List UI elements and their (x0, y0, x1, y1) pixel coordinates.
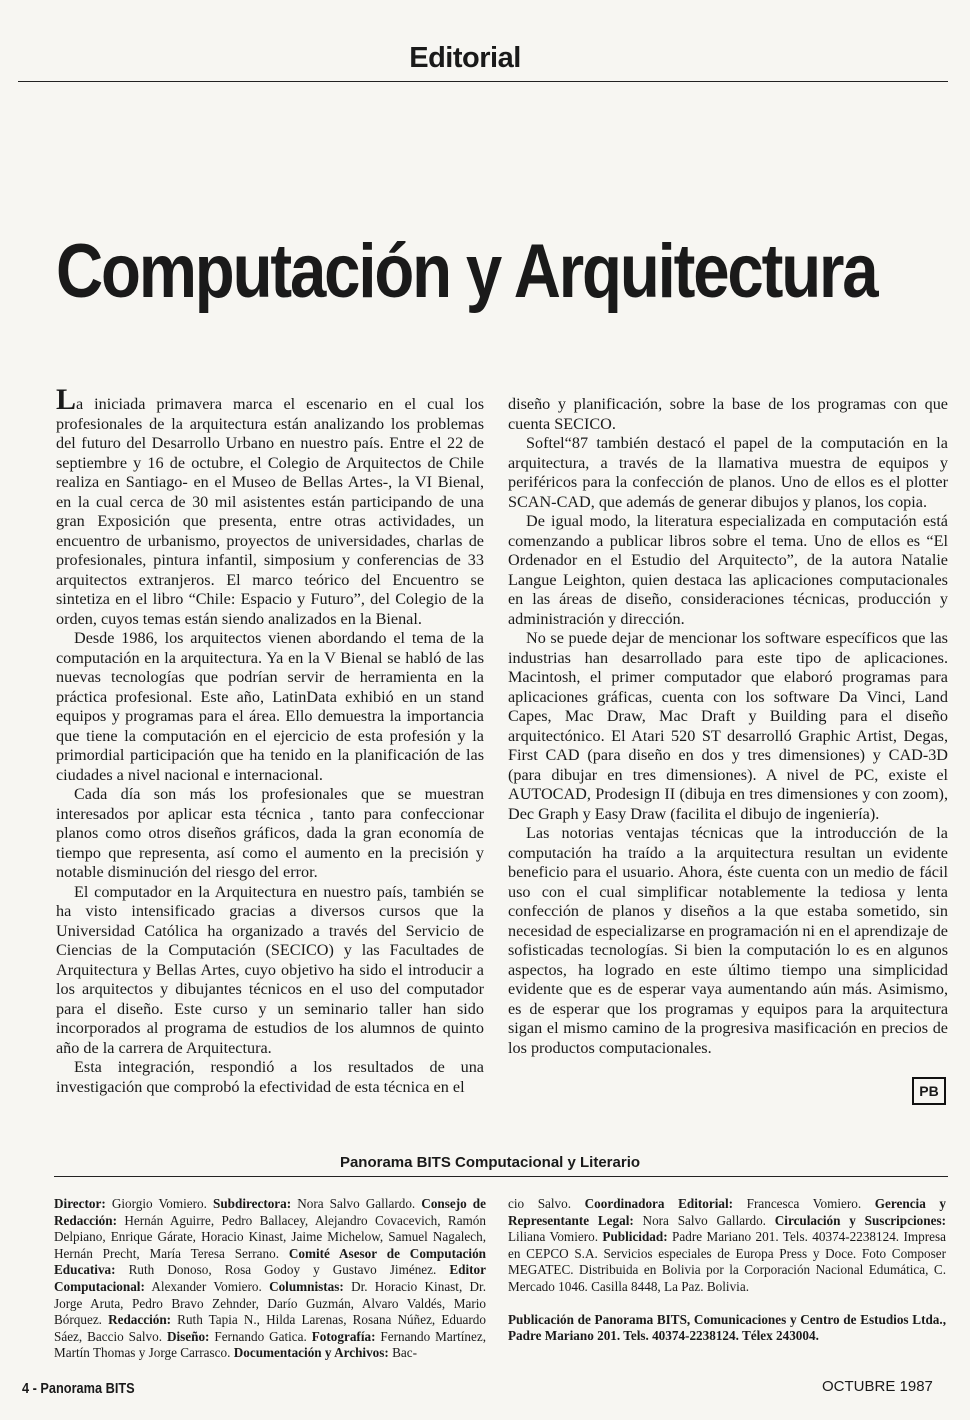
credit-entry: Columnistas: Dr. Horacio Kinast, Dr. Jorge Aruta, Pedro Bravo Zehnder, Darío Guzmán, Alvaro Valdés, Mario Bórquez. (54, 1278, 486, 1328)
issue-date: OCTUBRE 1987 (822, 1378, 933, 1395)
credit-entry: Gerencia y Representante Legal: Nora Salvo Gallardo. (508, 1196, 946, 1228)
credit-entry: Subdirectora: Nora Salvo Gallardo. (213, 1196, 422, 1211)
end-mark: PB (912, 1077, 946, 1105)
article-column-left (56, 383, 484, 1097)
credit-entry: Consejo de Redacción: Hernán Aguirre, Pedro Ballacey, Alejandro Covacevich, Ramón Delpiano, Enrique Gárate, Horacio Kinast, Jaime Michelow, Samuel Nagalech, Hernán Precht, María Teresa Serrano. (54, 1196, 486, 1261)
article-paragraph: Softel“87 también destacó el papel de la computación en la arquitectura, a través de la llamativa muestra de equipos y periféricos para la confección de planos. Uno de ellos es el plotter SCAN-CAD, que además de generar dibujos y planos, los copia. (508, 434, 948, 511)
credits-column-left (54, 1196, 486, 1362)
credit-entry: Circulación y Suscripciones: Liliana Vomiero. (508, 1212, 946, 1245)
publication-note: Publicación de Panorama BITS, Comunicaciones y Centro de Estudios Ltda., Padre Mariano 201. Tels. 40374-2238124. Télex 243004. (508, 1311, 946, 1344)
credits-heading: Panorama BITS Computacional y Literario (339, 1154, 641, 1171)
article-paragraph: Desde 1986, los arquitectos vienen abordando el tema de la computación en la arquitectura. Ya en la V Bienal se habló de las nuevas tecnologías que podrían servir de herramienta en la práctica profesional. Este año, LatinData exhibió en un stand equipos y programas para el área. Ello demuestra la importancia que tiene la computación en el ejercicio de esta profesión y la primordial participación que ha tenido en la planificación de las ciudades a nivel nacional e internacional. (56, 629, 484, 784)
credit-entry: Publicidad: Padre Mariano 201. Tels. 40374-2238124. Impresa en CEPCO S.A. Servicios especiales de Europa Press y Doce. Foto Composer MEGATEC. Distribuida en Bolivia por la Corporación Nacional Edumática, C. Mercado 1046. Casilla 8448, La Paz. Bolivia. (508, 1229, 946, 1294)
article-paragraph: No se puede dejar de mencionar los software específicos que las industrias han desarrollado para este tipo de aplicaciones. Macintosh, el primer computador que elaboró programas para aplicaciones gráficas, cuenta con los software Da Vinci, Land Capes, Mac Draw, Mac Draft y Building para el diseño arquitectónico. El Atari 520 ST desarrolló Graphic Artist, Degas, First CAD (para diseño en dos y tres dimensiones) y CAD-3D (para dibujar en tres dimensiones). A nivel de PC, existe el AUTOCAD, Prodesign II (dibuja en tres dimensiones y con zoom), Dec Graph y Easy Draw (facilita el dibujo de ingeniería). (508, 629, 948, 823)
article-paragraph: diseño y planificación, sobre la base de los programas con que cuenta SECICO. (508, 395, 948, 433)
article-paragraph: Esta integración, respondió a los resultados de una investigación que comprobó la efectividad de esta técnica en el (56, 1058, 484, 1096)
credit-entry: Director: Giorgio Vomiero. (54, 1196, 213, 1211)
top-divider (18, 81, 948, 82)
headline: Computación y Arquitectura (56, 229, 877, 314)
article-paragraph: De igual modo, la literatura especializada en computación está comenzando a publicar libros sobre el tema. Uno de ellos es “El Ordenador en el Estudio del Arquitecto”, de la autora Natalie Langue Leighton, quien destaca las aplicaciones computacionales en las áreas de diseño, consideraciones técnicas, producción y administración y dirección. (508, 512, 948, 628)
credit-entry: Documentación y Archivos: Bac- (233, 1345, 417, 1361)
credit-entry: Fotografía: Fernando Martínez, Martín Thomas y Jorge Carrasco. (54, 1328, 487, 1361)
credit-entry: cio Salvo. (508, 1196, 585, 1211)
credit-entry: Comité Asesor de Computación Educativa: Ruth Donoso, Rosa Godoy y Gustavo Jiménez. (54, 1245, 486, 1278)
credit-entry: Coordinadora Editorial: Francesca Vomiero. (584, 1196, 875, 1211)
article-paragraph: La iniciada primavera marca el escenario en el cual los profesionales de la arquitectura están analizando los problemas del futuro del Desarrollo Urbano en nuestro país. Entre el 22 de septiembre y 16 de octubre, el Colegio de Arquitectos de Chile realiza en Santiago- en el Museo de Bellas Artes-, la VI Bienal, en la cual cerca de 30 mil asistentes están participando de una gran Exposición que presenta, entre otras actividades, un encuentro de urbanismo, proyectos de universidades, charlas de profesionales, pintura infantil, simposium y conferencias de 33 arquitectos extranjeros. El marco teórico del Encuentro se sintetiza en el libro “Chile: Espacio y Futuro”, del Colegio de la orden, cuyos temas están siendo analizados en la Bienal. (56, 383, 484, 628)
article-paragraph: El computador en la Arquitectura en nuestro país, también se ha visto intensificado gracias a diversos cursos que la Universidad Católica ha organizado a través del Servicio de Ciencias de la Computación (SECICO) y las Facultades de Arquitectura y Bellas Artes, cuyo objetivo ha sido el introducir a los arquitectos y dibujantes técnicos en el uso del computador para el diseño. Este curso y un seminario taller han sido incorporados al programa de estudios de los alumnos de quinto año de la carrera de Arquitectura. (56, 882, 484, 1057)
credit-entry: Diseño: Fernando Gatica. (166, 1328, 312, 1344)
page-number-label: 4 - Panorama BITS (22, 1380, 135, 1397)
section-label: Editorial (409, 42, 521, 74)
credit-entry: Editor Computacional: Alexander Vomiero. (54, 1262, 486, 1294)
article-column-right (508, 395, 948, 1058)
article-paragraph: Las notorias ventajas técnicas que la introducción de la computación ha traído a la arquitectura resultan un evidente beneficio para el usuario. Ahora, éste cuenta con un medio de fácil uso con el cual simplificar notablemente la tediosa y lenta confección de planos y diseños a la que estaba sometido, sin necesidad de especializarse en programación ni en el aprendizaje de sofisticadas tecnologías. Si bien la computación lo es en algunos aspectos, ha logrado en este último tiempo una simplicidad evidente que es de esperar vaya aumentando aún más. Asimismo, es de esperar que los programas y equipos para la arquitectura sigan el mismo camino de la progresiva masificación en precios de los productos computacionales. (508, 824, 948, 1057)
drop-cap: L (56, 383, 77, 416)
article-paragraph: Cada día son más los profesionales que se muestran interesados por aplicar esta técnica , tanto para confeccionar planos como otros diseños gráficos, dada la gran economía de tiempo que representa, así como el aumento en la precisión y notable disminución del riesgo del error. (56, 785, 484, 881)
credits-column-right (508, 1196, 946, 1345)
credits-block (508, 1196, 946, 1296)
credits-divider (54, 1176, 948, 1177)
credit-entry: Redacción: Ruth Tapia N., Hilda Larenas, Rosana Núñez, Eduardo Sáez, Baccio Salvo. (54, 1312, 486, 1344)
